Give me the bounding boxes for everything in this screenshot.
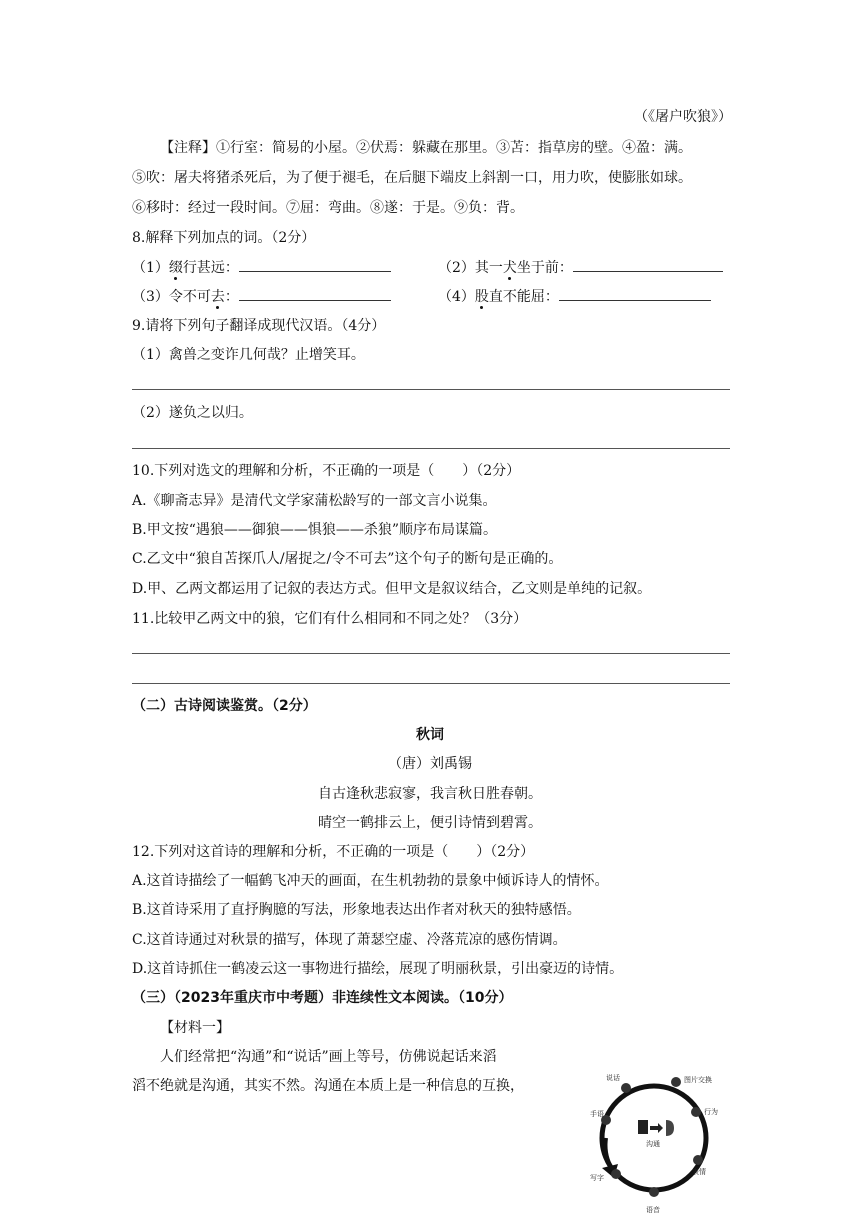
answer-line[interactable] — [132, 653, 730, 654]
q8-item-1: （1）缀行甚远： — [132, 257, 391, 277]
answer-blank[interactable] — [239, 286, 391, 301]
poem-author: （唐）刘禹锡 — [388, 756, 472, 772]
poem-title: 秋词 — [416, 727, 444, 743]
q12-title: 12.下列对这首诗的理解和分析，不正确的一项是（ ）（2分） — [132, 844, 535, 860]
ear-icon — [666, 1120, 674, 1136]
q12-option-b: B.这首诗采用了直抒胸臆的写法，形象地表达出作者对秋天的独特感悟。 — [132, 902, 581, 918]
notes-line-3: ⑥移时：经过一段时间。⑦屈：弯曲。⑧遂：于是。⑨负：背。 — [132, 200, 524, 216]
q12-option-d: D.这首诗抓住一鹤凌云这一事物进行描绘，展现了明丽秋景，引出豪迈的诗情。 — [132, 961, 624, 977]
label-behavior: 行为 — [704, 1108, 718, 1116]
communication-diagram — [588, 1068, 723, 1216]
label-writing: 写字 — [590, 1174, 604, 1182]
q8-item-2: （2）其一犬坐于前： — [438, 257, 723, 277]
answer-line[interactable] — [132, 389, 730, 390]
section-2-heading: （二）古诗阅读鉴赏。（2分） — [132, 698, 317, 714]
material-1-line-1: 人们经常把“沟通”和“说话”画上等号，仿佛说起话来滔 — [160, 1049, 497, 1065]
q10-option-d: D.甲、乙两文都运用了记叙的表达方式。但甲文是叙议结合，乙文则是单纯的记叙。 — [132, 581, 652, 597]
material-1-line-2: 滔不绝就是沟通，其实不然。沟通在本质上是一种信息的互换， — [132, 1078, 524, 1094]
notes-line-2: ⑤吹：屠夫将猪杀死后，为了便于褪毛，在后腿下端皮上斜割一口，用力吹，使膨胀如球。 — [132, 170, 692, 186]
answer-line[interactable] — [132, 683, 730, 684]
poem-line-1: 自古逢秋悲寂寥，我言秋日胜春朝。 — [318, 786, 542, 802]
material-1-label: 【材料一】 — [160, 1020, 230, 1036]
label-picture-exchange: 图片交换 — [684, 1076, 712, 1084]
label-speaking: 说话 — [606, 1074, 620, 1082]
label-sign-language: 手语 — [590, 1110, 604, 1118]
q10-option-a: A.《聊斋志异》是清代文学家蒲松龄写的一部文言小说集。 — [132, 493, 497, 509]
q10-option-b: B.甲文按“遇狼——御狼——惧狼——杀狼”顺序布局谋篇。 — [132, 522, 498, 538]
answer-blank[interactable] — [559, 286, 711, 301]
q11-title: 11.比较甲乙两文中的狼，它们有什么相同和不同之处？（3分） — [132, 611, 528, 627]
q8-item-4: （4）股直不能屈： — [438, 286, 711, 306]
speaking-icon — [621, 1083, 631, 1093]
notes-line-1: 【注释】①行室：简易的小屋。②伏焉：躲藏在那里。③苫：指草房的壁。④盈：满。 — [160, 140, 692, 156]
q10-option-c: C.乙文中“狼自苫探爪人/屠捉之/令不可去”这个句子的断句是正确的。 — [132, 551, 563, 567]
behavior-icon — [691, 1107, 701, 1117]
voice-icon — [649, 1187, 659, 1197]
q9-sentence-2: （2）遂负之以归。 — [132, 405, 253, 421]
q9-sentence-1: （1）禽兽之变诈几何哉？止增笑耳。 — [132, 347, 365, 363]
center-label: 沟通 — [646, 1140, 660, 1148]
label-expression: 表情 — [692, 1168, 706, 1176]
q8-title: 8.解释下列加点的词。（2分） — [132, 230, 316, 246]
picture-exchange-icon — [671, 1077, 681, 1087]
writing-icon — [611, 1169, 621, 1179]
section-3-heading: （三）（2023年重庆市中考题）非连续性文本阅读。（10分） — [132, 990, 513, 1006]
poem-line-2: 晴空一鹤排云上，便引诗情到碧霄。 — [318, 815, 542, 831]
expression-icon — [693, 1155, 703, 1165]
answer-blank[interactable] — [573, 257, 723, 272]
q10-title: 10.下列对选文的理解和分析，不正确的一项是（ ）（2分） — [132, 463, 521, 479]
answer-line[interactable] — [132, 448, 730, 449]
q9-title: 9.请将下列句子翻译成现代汉语。（4分） — [132, 318, 386, 334]
answer-blank[interactable] — [239, 257, 391, 272]
q12-option-a: A.这首诗描绘了一幅鹤飞冲天的画面，在生机勃勃的景象中倾诉诗人的情怀。 — [132, 873, 609, 889]
source-citation: （《屠户吹狼》） — [634, 109, 732, 125]
label-voice: 语音 — [646, 1206, 660, 1214]
q12-option-c: C.这首诗通过对秋景的描写，体现了萧瑟空虚、冷落荒凉的感伤情调。 — [132, 932, 567, 948]
speaker-head-icon — [638, 1120, 648, 1134]
arrow-right-icon — [650, 1123, 663, 1133]
q8-item-3: （3）令不可去： — [132, 286, 391, 306]
